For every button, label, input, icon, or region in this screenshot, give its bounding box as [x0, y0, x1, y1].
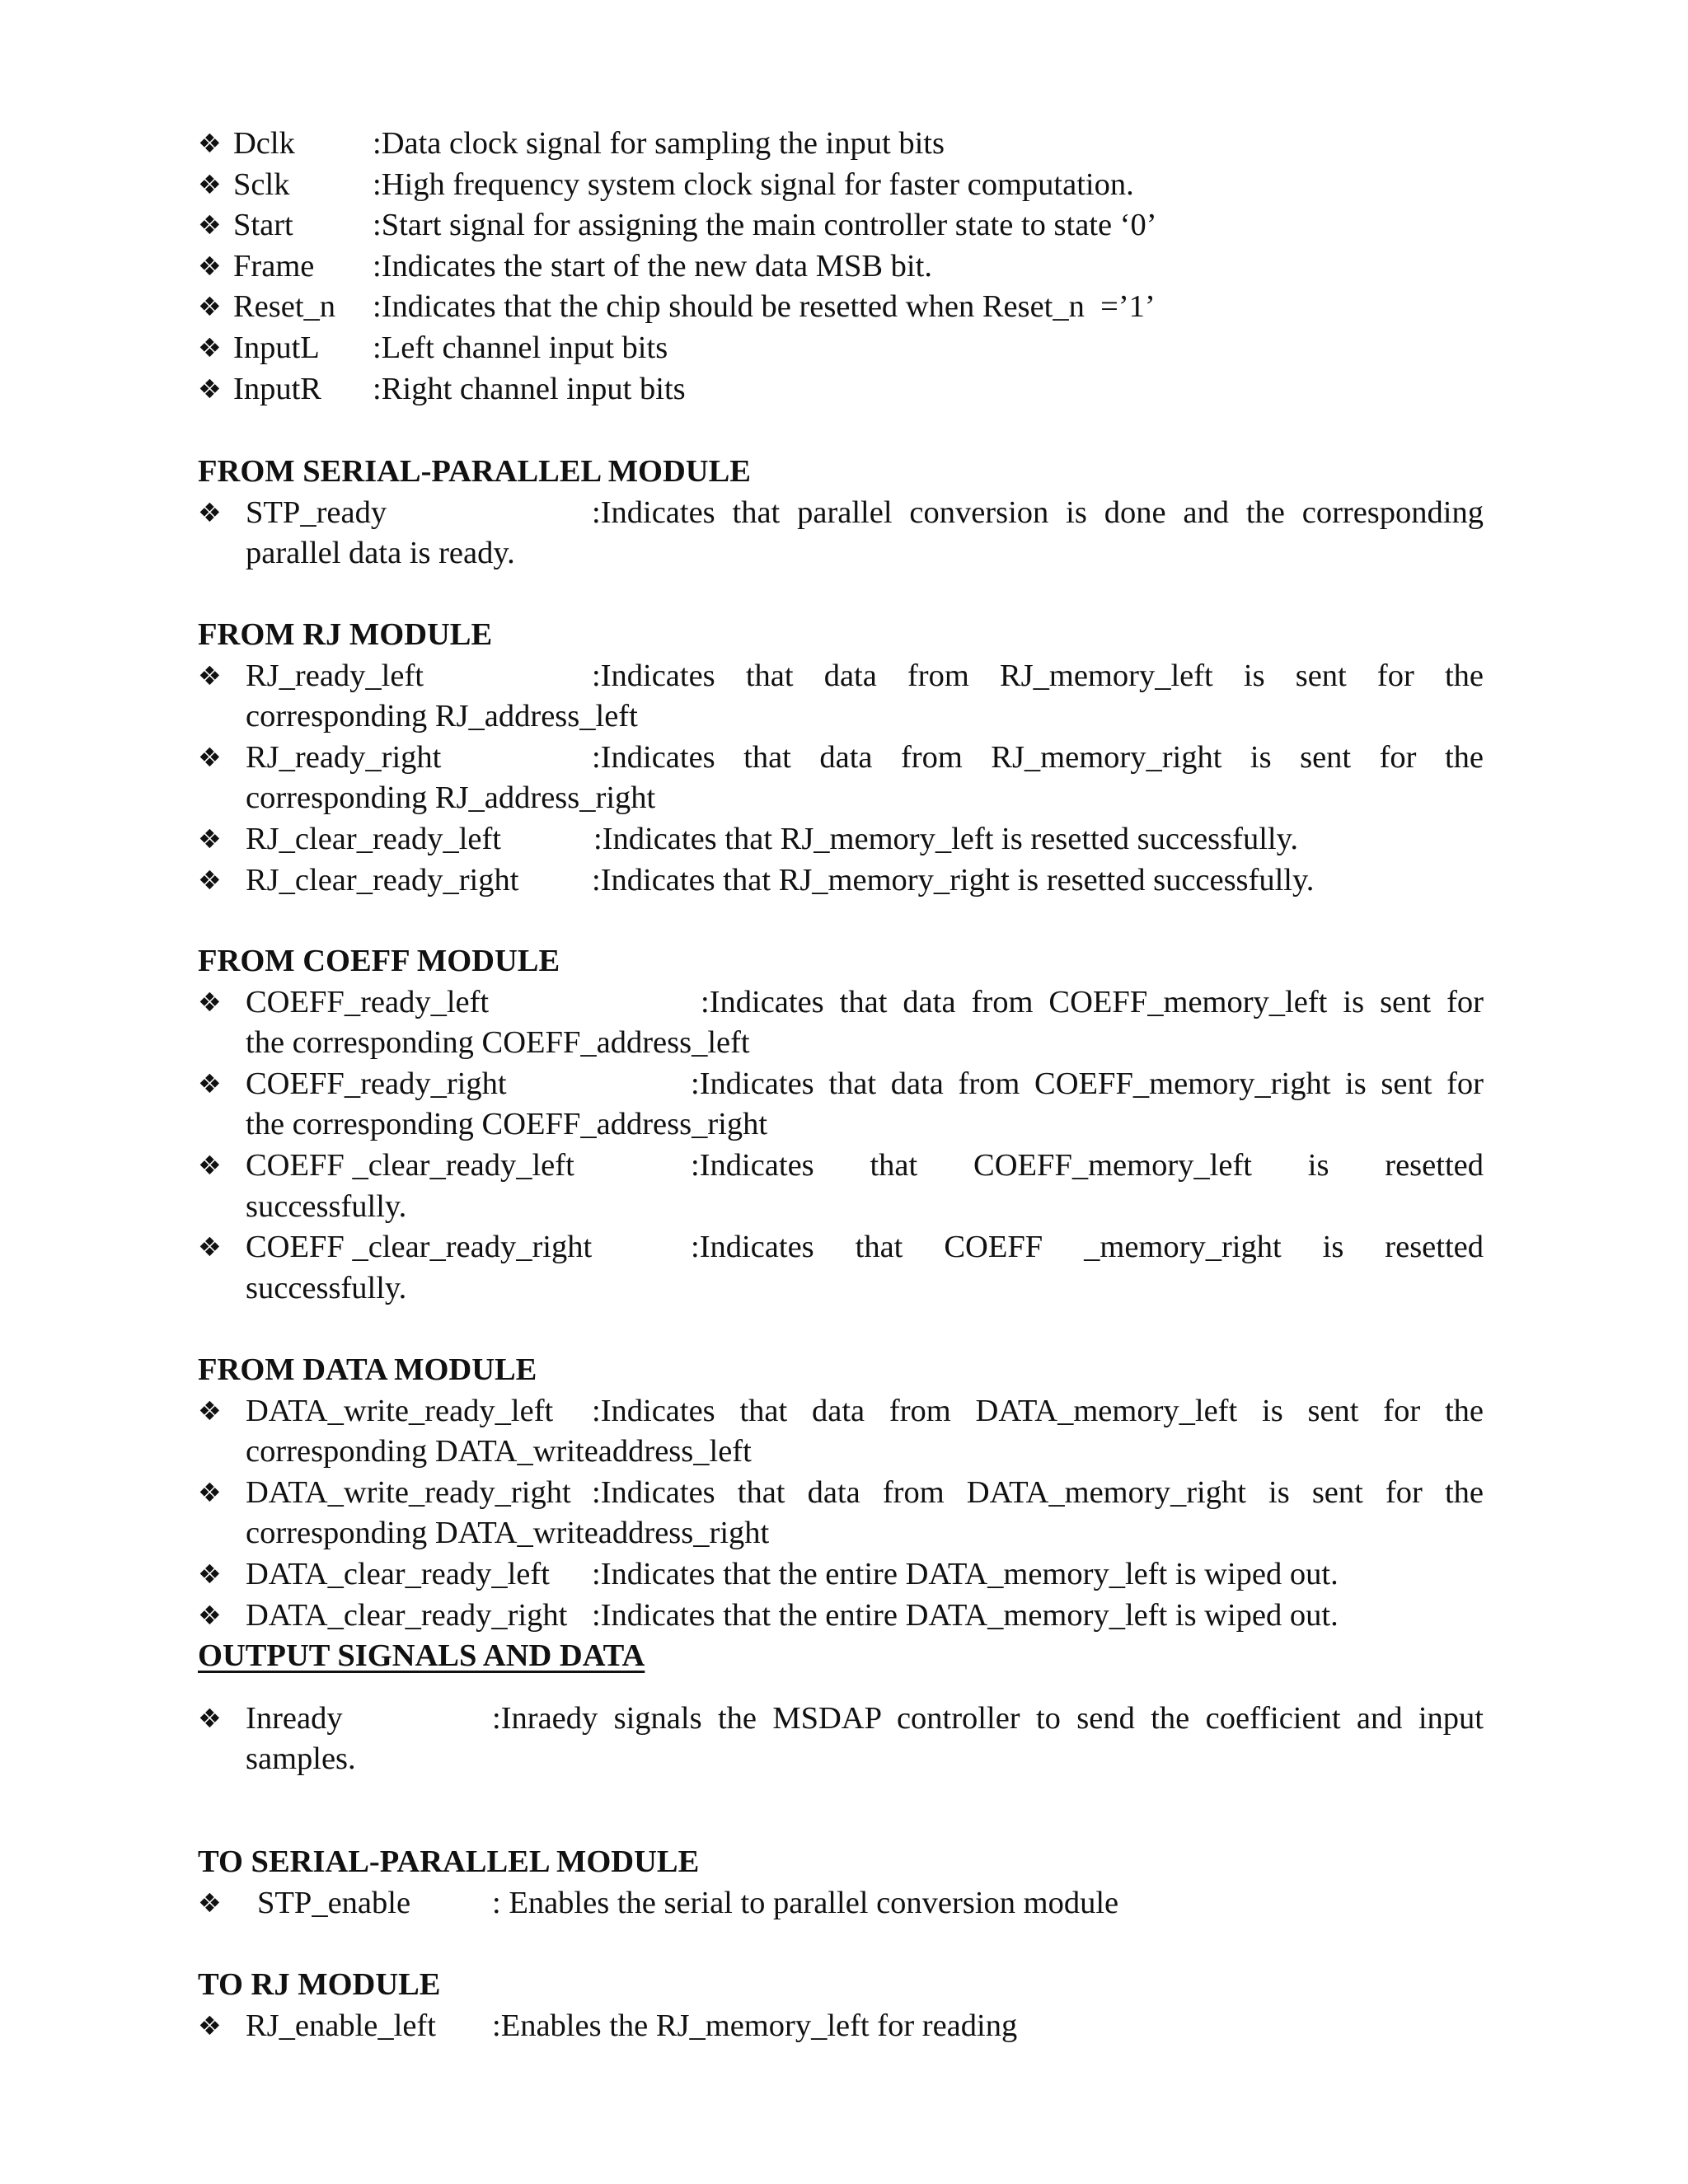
- list-item: [198, 1699, 1484, 1780]
- list-item: [198, 1596, 1484, 1637]
- signal-name: COEFF_ready_left: [246, 984, 490, 1019]
- signal-description: :Indicates that the chip should be resetted when Reset_n =’1’: [373, 289, 1156, 325]
- diamond-bullet-icon: ❖: [198, 823, 222, 855]
- diamond-bullet-icon: ❖: [198, 1394, 222, 1427]
- section-heading: OUTPUT SIGNALS AND DATA: [198, 1638, 645, 1673]
- diamond-bullet-icon: ❖: [198, 1149, 222, 1181]
- signal-description: :Indicates that COEFF _memory_right is resetted: [691, 1230, 1484, 1265]
- signal-name: COEFF _clear_ready_left: [246, 1147, 574, 1183]
- signal-description: :Indicates that the entire DATA_memory_left is wiped out.: [592, 1556, 1339, 1591]
- output-signals-section: [198, 1636, 1484, 1780]
- signal-name: COEFF _clear_ready_right: [246, 1230, 593, 1265]
- diamond-bullet-icon: ❖: [198, 986, 222, 1018]
- signal-name: Sclk: [233, 166, 290, 202]
- signal-description: : Enables the serial to parallel conversion module: [492, 1885, 1119, 1920]
- signal-description-continued: corresponding DATA_writeaddress_left: [246, 1434, 752, 1469]
- list-item: [198, 2006, 1484, 2047]
- signal-name: InputR: [233, 371, 321, 406]
- diamond-bullet-icon: ❖: [198, 1231, 222, 1263]
- signal-description-continued: corresponding RJ_address_right: [246, 780, 656, 816]
- list-item: [198, 860, 1484, 902]
- signal-name: RJ_ready_right: [246, 739, 442, 775]
- diamond-bullet-icon: ❖: [198, 373, 222, 405]
- signal-name: Reset_n: [233, 289, 336, 325]
- signal-name: STP_ready: [246, 494, 387, 530]
- list-item: [198, 369, 1484, 410]
- list-item: [198, 738, 1484, 819]
- signal-description-continued: the corresponding COEFF_address_right: [246, 1107, 768, 1142]
- diamond-bullet-icon: ❖: [198, 659, 222, 691]
- signal-description: :Inraedy signals the MSDAP controller to send the coefficient and input: [492, 1700, 1484, 1736]
- signal-name: STP_enable: [257, 1885, 411, 1920]
- list-item: [198, 246, 1484, 288]
- signal-description: :Indicates that data from COEFF_memory_right is sent for: [691, 1066, 1484, 1101]
- signal-description: :Data clock signal for sampling the input bits: [373, 126, 945, 161]
- signal-description: :Left channel input bits: [373, 330, 668, 365]
- signal-description: :Indicates the start of the new data MSB bit.: [373, 248, 932, 284]
- signal-name: DATA_clear_ready_left: [246, 1556, 550, 1591]
- list-item: [198, 493, 1484, 574]
- diamond-bullet-icon: ❖: [198, 864, 222, 896]
- signal-description: :Indicates that RJ_memory_left is resetted successfully.: [593, 821, 1298, 856]
- diamond-bullet-icon: ❖: [198, 496, 222, 528]
- signal-description-continued: the corresponding COEFF_address_left: [246, 1025, 750, 1061]
- signal-name: RJ_clear_ready_right: [246, 862, 519, 898]
- signal-description: :Indicates that RJ_memory_right is resetted successfully.: [592, 862, 1315, 898]
- list-item: [198, 656, 1484, 738]
- diamond-bullet-icon: ❖: [198, 1558, 222, 1590]
- signal-name: DATA_write_ready_right: [246, 1474, 571, 1510]
- diamond-bullet-icon: ❖: [198, 1886, 222, 1919]
- list-item: [198, 1064, 1484, 1146]
- diamond-bullet-icon: ❖: [198, 2009, 222, 2041]
- signal-description: :Start signal for assigning the main controller state to state ‘0’: [373, 208, 1157, 243]
- diamond-bullet-icon: ❖: [198, 741, 222, 773]
- signal-description: :Right channel input bits: [373, 371, 686, 406]
- diamond-bullet-icon: ❖: [198, 1476, 222, 1508]
- list-item: [198, 1473, 1484, 1554]
- to-serial-parallel-section: [198, 1842, 1484, 1924]
- diamond-bullet-icon: ❖: [198, 291, 222, 323]
- list-item: [198, 205, 1484, 246]
- signal-name: RJ_enable_left: [246, 2008, 436, 2043]
- section-heading: FROM SERIAL-PARALLEL MODULE: [198, 454, 751, 489]
- signal-name: RJ_clear_ready_left: [246, 821, 501, 856]
- signal-description-continued: parallel data is ready.: [246, 536, 515, 571]
- signal-description-continued: successfully.: [246, 1188, 407, 1224]
- from-rj-section: [198, 615, 1484, 901]
- signal-description-continued: corresponding DATA_writeaddress_right: [246, 1516, 770, 1551]
- section-heading: TO SERIAL-PARALLEL MODULE: [198, 1844, 700, 1879]
- signal-description-continued: successfully.: [246, 1270, 407, 1305]
- diamond-bullet-icon: ❖: [198, 209, 222, 241]
- signal-description-continued: samples.: [246, 1741, 356, 1777]
- signal-description: :Indicates that data from RJ_memory_right is sent for the: [592, 739, 1484, 775]
- section-heading: FROM COEFF MODULE: [198, 944, 560, 978]
- list-item: [198, 1883, 1484, 1924]
- list-item: [198, 165, 1484, 206]
- diamond-bullet-icon: ❖: [198, 168, 222, 200]
- from-data-section: [198, 1350, 1484, 1636]
- signal-name: DATA_write_ready_left: [246, 1393, 554, 1428]
- signal-name: DATA_clear_ready_right: [246, 1597, 568, 1633]
- list-item: [198, 819, 1484, 860]
- section-heading: FROM RJ MODULE: [198, 617, 493, 652]
- to-rj-section: [198, 1965, 1484, 2046]
- input-signals-list: [198, 124, 1484, 410]
- from-serial-parallel-section: [198, 452, 1484, 574]
- from-coeff-section: [198, 941, 1484, 1309]
- list-item: [198, 1227, 1484, 1309]
- list-item: [198, 287, 1484, 328]
- list-item: [198, 328, 1484, 369]
- signal-name: Inready: [246, 1700, 343, 1736]
- diamond-bullet-icon: ❖: [198, 331, 222, 363]
- diamond-bullet-icon: ❖: [198, 1067, 222, 1099]
- signal-description: :Indicates that COEFF_memory_left is resetted: [691, 1147, 1484, 1183]
- signal-name: Frame: [233, 248, 315, 284]
- signal-description: :Indicates that the entire DATA_memory_left is wiped out.: [592, 1597, 1339, 1633]
- diamond-bullet-icon: ❖: [198, 1702, 222, 1734]
- diamond-bullet-icon: ❖: [198, 128, 222, 159]
- signal-description: :Indicates that data from COEFF_memory_left is sent for: [701, 984, 1484, 1019]
- list-item: [198, 982, 1484, 1064]
- signal-description: :Indicates that data from DATA_memory_left is sent for the: [592, 1393, 1484, 1428]
- list-item: [198, 1146, 1484, 1227]
- signal-description: :Indicates that data from DATA_memory_right is sent for the: [592, 1474, 1484, 1510]
- diamond-bullet-icon: ❖: [198, 250, 222, 282]
- section-heading: FROM DATA MODULE: [198, 1352, 537, 1387]
- signal-name: Dclk: [233, 126, 295, 161]
- signal-description: :High frequency system clock signal for faster computation.: [373, 166, 1134, 202]
- signal-description: :Indicates that data from RJ_memory_left is sent for the: [592, 658, 1484, 693]
- signal-name: Start: [233, 208, 293, 243]
- list-item: [198, 124, 1484, 165]
- signal-name: COEFF_ready_right: [246, 1066, 507, 1101]
- section-heading: TO RJ MODULE: [198, 1967, 441, 2002]
- signal-name: InputL: [233, 330, 320, 365]
- list-item: [198, 1391, 1484, 1473]
- list-item: [198, 1554, 1484, 1596]
- signal-description: :Indicates that parallel conversion is done and the corresponding: [592, 494, 1484, 530]
- signal-description: :Enables the RJ_memory_left for reading: [492, 2008, 1018, 2043]
- signal-description-continued: corresponding RJ_address_left: [246, 699, 638, 734]
- signal-name: RJ_ready_left: [246, 658, 424, 693]
- diamond-bullet-icon: ❖: [198, 1599, 222, 1631]
